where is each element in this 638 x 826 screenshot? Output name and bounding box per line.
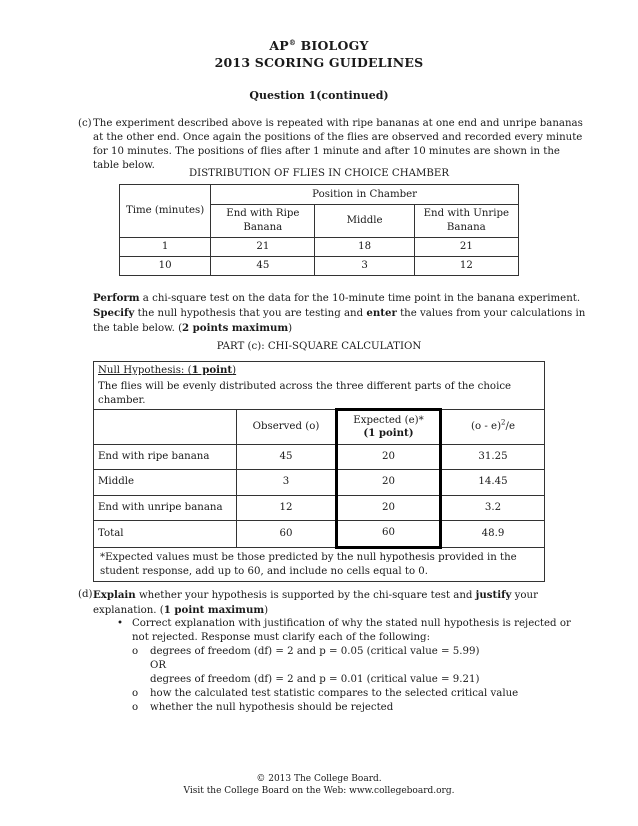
observed-header: Observed (o) <box>237 409 337 444</box>
part-c-text: The experiment described above is repeated with ripe bananas at one end and unripe bananas at the other end. Once again the positions of the flies are observed and recorded every minute for 10 minutes. The positions of flies after 1 minute and after 10 minutes are shown in the table below. <box>93 118 583 171</box>
observed-cell: 45 <box>237 444 337 469</box>
table-cell: 1 <box>120 238 211 257</box>
formula-header: (o - e)$^2$/e <box>441 409 545 444</box>
sub-item-1b: degrees of freedom (df) = 2 and p = 0.01 (critical value = 9.21) <box>150 674 480 685</box>
unripe-header: End with Unripe Banana <box>414 205 518 238</box>
part-d-label: (d) <box>78 589 93 600</box>
part-d-text: Explain whether your hypothesis is supported by the chi-square test and justify your explanation. (1 point maximum) <box>93 589 538 616</box>
instr-perform: Perform <box>93 292 140 304</box>
bullet-text: Correct explanation with justification of why the stated null hypothesis is rejected or not rejected. Response must clarify each of the following: <box>132 618 571 643</box>
sub-item-3: whether the null hypothesis should be rejected <box>150 702 394 713</box>
ripe-header: End with Ripe Banana <box>211 205 315 238</box>
expected-cell: 20 <box>337 469 441 495</box>
table-cell: 21 <box>414 238 518 257</box>
observed-cell: 60 <box>237 520 337 547</box>
instr-text-1: a chi-square test on the data for the 10-minute time point in the banana experiment. <box>139 293 581 304</box>
bullet-icon: • <box>117 618 124 629</box>
instr-enter: enter <box>366 307 397 319</box>
expected-cell: 20 <box>337 444 441 469</box>
instr-text-3: the values from your calculations in the table below. ( <box>93 308 586 334</box>
footer-website: Visit the College Board on the Web: www.collegeboard.org. <box>183 786 455 796</box>
table-row <box>94 469 545 495</box>
title-ap: AP <box>269 38 289 53</box>
table-row <box>94 495 545 520</box>
chi-square-table <box>93 361 545 582</box>
instr-text-2: the null hypothesis that you are testing and <box>134 308 367 319</box>
row-label: Middle <box>94 469 237 495</box>
part-c-instructions <box>93 291 588 336</box>
row-label: Total <box>94 520 237 547</box>
sub-item-1: degrees of freedom (df) = 2 and p = 0.05 (critical value = 5.99) <box>150 646 480 657</box>
registered-mark: ® <box>288 37 297 47</box>
table-cell: 12 <box>414 257 518 276</box>
page-subtitle: 2013 SCORING GUIDELINES <box>214 55 424 70</box>
chi-square-title: PART (c): CHI-SQUARE CALCULATION <box>216 341 422 352</box>
instr-specify: Specify <box>93 307 135 319</box>
instr-points: 2 points maximum <box>182 322 289 334</box>
expected-cell: 20 <box>337 495 441 520</box>
table-row <box>94 520 545 547</box>
page-title <box>0 38 638 54</box>
sub-bullet-icon: o <box>132 646 139 657</box>
part-c-label: (c) <box>78 118 92 129</box>
table-row <box>120 238 519 257</box>
table-cell: 18 <box>315 238 414 257</box>
position-header: Position in Chamber <box>211 185 519 205</box>
table-cell: 45 <box>211 257 315 276</box>
expected-header-label: Expected (e)* <box>353 415 424 426</box>
chi-cell: 14.45 <box>441 469 545 495</box>
blank-header <box>94 409 237 444</box>
sub-bullet-icon: o <box>132 702 139 713</box>
chi-cell: 31.25 <box>441 444 545 469</box>
distribution-table-title: DISTRIBUTION OF FLIES IN CHOICE CHAMBER <box>189 168 449 179</box>
middle-header: Middle <box>315 205 414 238</box>
sub-bullet-icon: o <box>132 688 139 699</box>
table-row <box>94 444 545 469</box>
sub-item-2: how the calculated test statistic compares to the selected critical value <box>150 688 519 699</box>
instr-text-4: ) <box>288 323 293 334</box>
title-subject: BIOLOGY <box>300 38 369 53</box>
expected-cell: 60 <box>337 520 441 547</box>
observed-cell: 3 <box>237 469 337 495</box>
footer-copyright: © 2013 The College Board. <box>256 774 382 784</box>
time-header: Time (minutes) <box>120 185 211 238</box>
table-row <box>120 257 519 276</box>
table-cell: 3 <box>315 257 414 276</box>
distribution-table <box>119 184 519 276</box>
null-hypothesis-text: The flies will be evenly distributed across the three different parts of the choice chamber. <box>94 380 545 410</box>
null-hypothesis-label: Null Hypothesis: (1 point) <box>94 362 545 380</box>
table-cell: 10 <box>120 257 211 276</box>
row-label: End with ripe banana <box>94 444 237 469</box>
chi-cell: 48.9 <box>441 520 545 547</box>
sub-item-or: OR <box>150 660 167 671</box>
row-label: End with unripe banana <box>94 495 237 520</box>
question-heading: Question 1(continued) <box>249 89 389 102</box>
chi-cell: 3.2 <box>441 495 545 520</box>
expected-header <box>337 409 441 444</box>
observed-cell: 12 <box>237 495 337 520</box>
table-cell: 21 <box>211 238 315 257</box>
chi-footnote: *Expected values must be those predicted by the null hypothesis provided in the student response, add up to 60, and include no cells equal to 0. <box>94 547 545 581</box>
expected-point: (1 point) <box>363 427 414 439</box>
